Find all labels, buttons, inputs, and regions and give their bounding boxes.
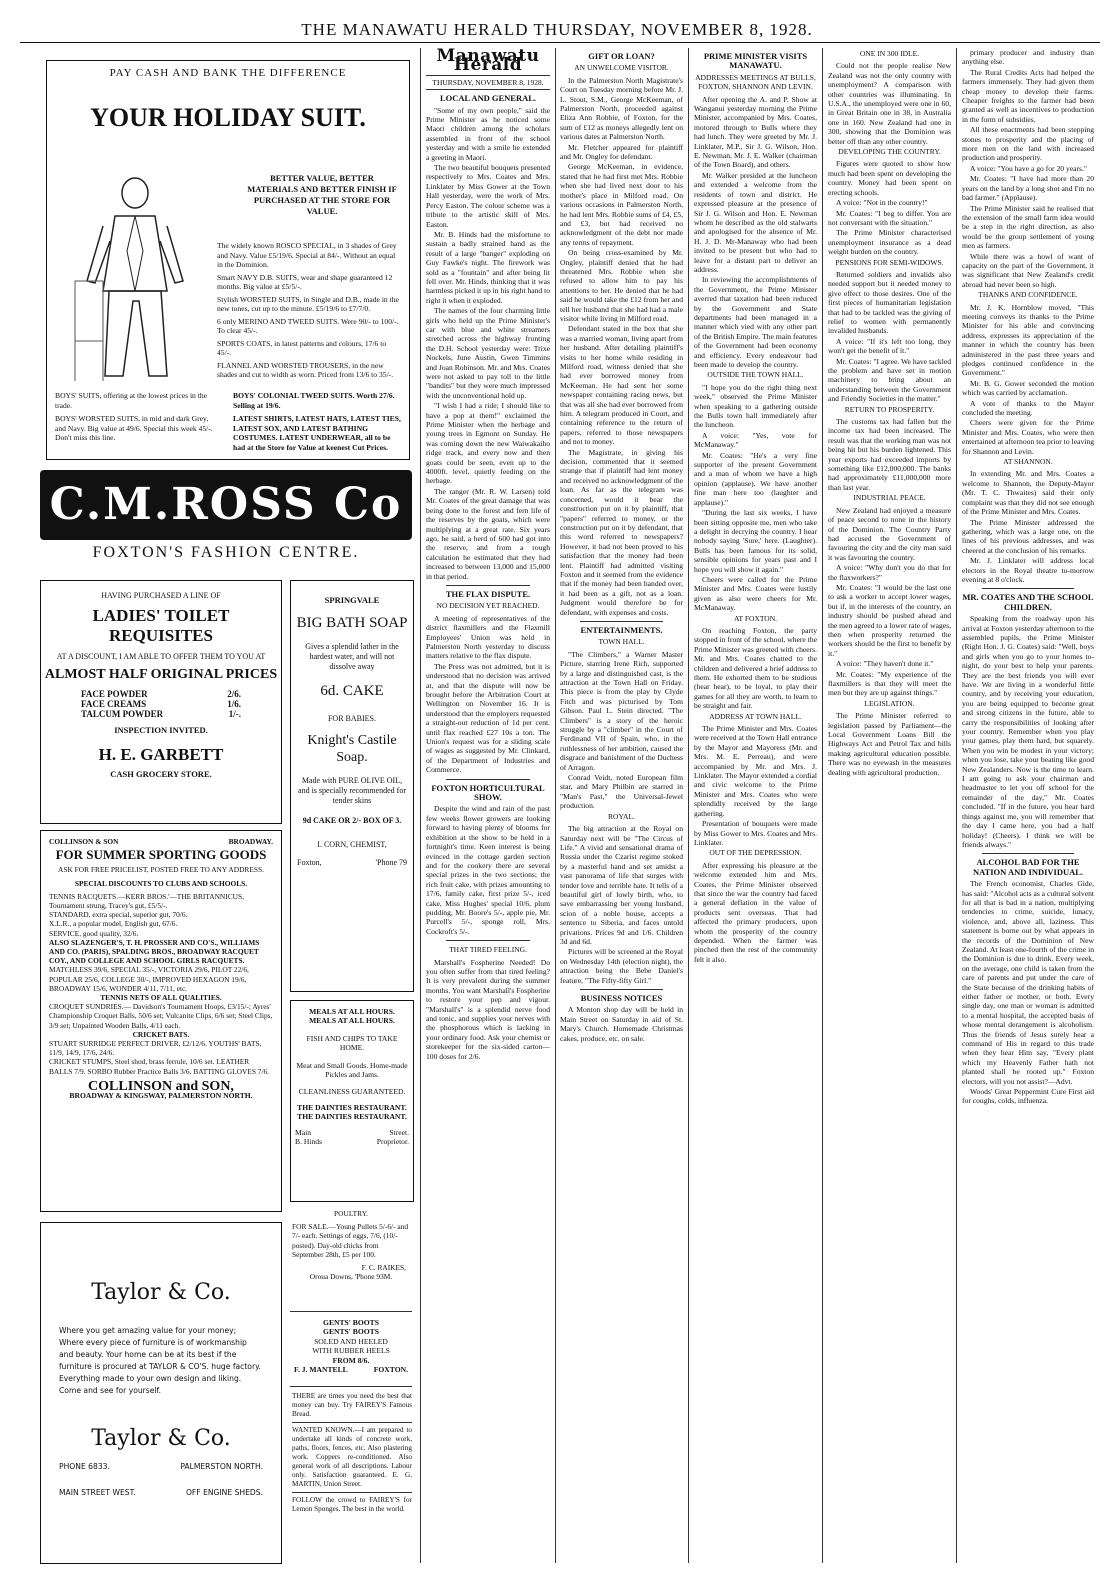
boots-footer — [294, 1365, 408, 1374]
paragraph: "I hope you do the right thing next week," observed the Prime Minister when speaking to a gathering outside the Bulls town hall immediately after the luncheon. — [694, 382, 817, 430]
paragraph: While there was a howl of want of capacity on the part of the Government, it was significant that New Zealand's credit abroad had never been so high. — [962, 251, 1094, 289]
taylor-title: Taylor & Co. — [91, 1280, 231, 1305]
holiday-left-item: BOYS' SUITS, offering at the lowest prices in the trade. — [55, 391, 208, 410]
column-7 — [962, 48, 1094, 1563]
boots-title: GENTS' BOOTS — [323, 1318, 379, 1327]
paragraph: The Prime Minister and Mrs. Coates were received at the Town Hall entrance by the Mayor and Mayoress (Mr. and Mrs. M. E. Perreau), and were accompanied by Mr. and Mrs. J. Linklater. The Mayor extended a cordial and civic welcome to the Prime Minister and Mrs. Coates who were splendidly received by the large gathering. — [694, 724, 817, 818]
flag-title: Manawatu Herald — [436, 48, 540, 76]
collinson-discount: SPECIAL DISCOUNTS TO CLUBS AND SCHOOLS. — [74, 878, 248, 888]
subheading-town-hall: TOWN HALL. — [598, 637, 645, 647]
paragraph: The Prime Minister characterised unemployment insurance as a dead weight burden on the country. — [828, 228, 951, 257]
divider — [580, 989, 663, 990]
paragraph: Mr. B. G. Gower seconded the motion which was carried by acclamation. — [962, 378, 1094, 398]
collinson-line: CROQUET SUNDRIES.— Davidson's Tournament Hoops, £3/15/-; Ayres' Championship Croquet Balls, 50/6 set; Vulcanite Clips, 6/6 set; Steel Clips, 3/9 set; Unpainted Wooden Balls, 4/11 each. — [49, 1002, 273, 1030]
collinson-header-right: BROADWAY. — [228, 837, 273, 846]
garbett-item: FACE POWDER — [81, 689, 148, 699]
small-ad: THERE are times you need the best that money can buy. Try FAIREY'S Famous Bread. — [292, 1392, 412, 1423]
meals-title: MEALS AT ALL HOURS. — [309, 1016, 395, 1026]
paragraph: "The Climbers," a Warner Master Picture, starring Irene Rich, supported by a large and distinguished cast, is the attraction at the Town Hall on Friday. This piece is from the play by Clyde Fitch and was picturised by Tom Gibson. Paul L. Stein directed. "The Climbers" is a story of the heroic struggle by a "climber" in the Court of Ferdinand VII of Spain, who, in the ruthlessness of her ambition, caused the disgrace and banishment of the Duchess of Arragon. — [560, 649, 683, 772]
paragraph: Cheers were given for the Prime Minister and Mrs. Coates, who were then entertained at afternoon tea prior to leaving for Shannon and Levin. — [962, 418, 1094, 456]
paragraph: Returned soldiers and invalids also needed support but it needed money to give effect to those desires. One of the first pieces of humanitarian legislation that had to be tackled was the giving of relief to women with permanently invalided husbands. — [828, 269, 951, 336]
paragraph: Despite the wind and rain of the past few weeks flower growers are looking forward to having plenty of blooms for exhibition at the show to be held in a fortnight's time. Keen interest is being evinced in the cottage garden section and for the cookery there are several special prizes in the two sections; the rich fruit cake, with prizes amounting to 17/6, family cake, first prize 5/-, iced cake, Miss Hughes' special 10/6, plum pudding, Mr. Boore's 5/-, apple pie, Mr. Purcell's 5/-, sponge roll, Mrs. Cockroft's 5/-. — [426, 804, 550, 936]
subheading: RETURN TO PROSPERITY. — [844, 404, 935, 414]
meals-prop — [295, 1137, 409, 1146]
meals-ad — [290, 1000, 414, 1202]
paragraph: The customs tax had fallen but the income tax had been increased. The result was that the working man was not being hit but his burden lightened. This year exports had exceeded imports by something like £12,000,000. The banks had approximately £11,000,000 more than last year. — [828, 417, 951, 492]
subheading-royal: ROYAL. — [608, 811, 635, 821]
springvale-price2: 9d CAKE OR 2/- BOX OF 3. — [302, 816, 402, 825]
paragraph: A voice: "Why don't you do that for the flaxworkers?" — [828, 563, 951, 582]
small-ad: WANTED KNOWN.—I am prepared to undertake all kinds of concrete work, paths, floors, fences, etc. Also plastering work. Coppers re-conditioned. Also general work of all descriptions. Labour only. Satisfaction guaranteed. E. G. MARTIN, Union Street. — [292, 1426, 412, 1493]
collinson-line: TENNIS RACQUETS.—KERR BROS.'—THE BRITANNICUS, Tournament strung, Tracey's gut, £5/5/-. — [49, 891, 244, 911]
collinson-pricelist: ASK FOR FREE PRICELIST, POSTED FREE TO ANY ADDRESS. — [58, 865, 264, 875]
collinson-line: TENNIS NETS OF ALL QUALITIES. — [100, 993, 222, 1003]
springvale-desc2: Made with PURE OLIVE OIL, and is specially recommended for tender skins — [298, 776, 406, 805]
subheading: PENSIONS FOR SEMI-WIDOWS. — [835, 257, 944, 267]
holiday-right-item: BOYS' COLONIAL TWEED SUITS. Worth 27/6. Selling at 19/6. — [233, 391, 395, 410]
paragraph: The Magistrate, in giving his decision, commented that it seemed strange that if plaintiff had lent money and received no acknowledgment of the loan. As far as the telegram was concerned, would it bear the construction put on it by plaintiff, that "papers" referred to money, or the construction put on it by defendant, that this word referred to newspapers? However, it had not been proved to his satisfaction that the money had been lent. Plaintiff had admitted visiting Foxton and it seemed from the evidence that if the money had been handed over, it had been as a gift, not as a loan. Judgment would therefore be for defendant, with expenses and costs. — [560, 447, 683, 617]
paragraph: The Rural Credits Acts had helped the farmers immensely. They had given them cheap money to develop their farms. Cheaper freights to the farmer had been granted as well as incentives to production in the form of subsidies. — [962, 67, 1094, 124]
paragraph: Could not the people realise New Zealand was not the only country with unemployment? A comparison with other countries was illuminating. In U.S.A., the unemployed were one in 60, in Great Britain one in 38, in Australia one in 160. New Zealand had one in 300, showing that the Dominion was better off than any other country. — [828, 61, 951, 146]
poultry-title: POULTRY. — [334, 1209, 368, 1218]
column-3 — [426, 48, 550, 1563]
paragraph: After expressing his pleasure at the welcome extended him and Mrs. Coates, the Prime Minister observed that since the war the country had faced a general deflation in the value of products sent overseas. That had affected the primary producers, upon whom the prosperity of the country depended. When the farmer was pinched then the rest of the community felt it also. — [694, 860, 817, 964]
paragraph: On reaching Foxton, the party stopped in front of the school, where the Prime Minister was greeted with cheers. Mr. and Mrs. Coates chatted to the children and delivered a brief address to them. He exhorted them to be studious (hear hear), to be loyal, to play their games for all they are worth, to learn to be straight and fair. — [694, 625, 817, 711]
paragraph: The Prime Minister said he realised that the extension of the small farm idea would be a step in the right direction, as also would be the group settlement of young men as farmers. — [962, 203, 1094, 251]
poultry-ad — [290, 1205, 412, 1312]
ross-logo: C.M.ROSS Co — [40, 470, 412, 540]
paragraph: "I wish I had a ride; I should like to have a pop at them!" exclaimed the Prime Minister when the herbage and young trees in Egmont on Sunday. He was coming down the new Waiwakaiho ridge track, and every now and then goats could be seen, even up to the 4000ft. level, quietly feeding on the herbage. — [426, 401, 550, 486]
paragraph: The Prime Minister referred to legislation passed by Parliament—the Local Government Loans Bill the Highways Act and Petrol Tax and bills making agricultural education possible. There was no eyewash in the measures dealing with agricultural production. — [828, 711, 951, 777]
subheading: AT SHANNON. — [1003, 457, 1053, 467]
paragraph: primary producer and industry than anything else. — [962, 48, 1094, 67]
heading-flax: THE FLAX DISPUTE. — [445, 588, 531, 599]
divider — [982, 588, 1074, 589]
holiday-item: Smart NAVY D.B. SUITS, wear and shape guaranteed 12 months. Big value at £5/5/-. — [217, 272, 393, 291]
divider — [580, 621, 663, 622]
subheading: AT FOXTON. — [733, 613, 778, 623]
subheading: OUTSIDE THE TOWN HALL. — [707, 370, 804, 380]
garbett-rows — [81, 689, 241, 719]
garbett-intro: HAVING PURCHASED A LINE OF — [101, 591, 221, 600]
paragraph: In the Palmerston North Magistrate's Court on Tuesday morning before Mr. J. L. Stout, S.M., George McKeeman, of Palmerston North, proceeded against Eliza Ann Robbie, of Foxton, for the sum of £12 as moneys allegedly lent on various dates at Palmerston North. — [560, 75, 683, 142]
paragraph: Cheers were called for the Prime Minister and Mrs. Coates were lustily given as also were cheers for Mr. McManaway. — [694, 574, 817, 613]
masthead-rule — [20, 42, 1100, 43]
divider — [446, 940, 530, 941]
paragraph: Mr. Walker presided at the luncheon and extended a welcome from the residents of town and district. He expressed pleasure at the presence of Sir J. G. Wilson and Hon. E. Newman whom he described as the old stalwarts and apologised for the absence of Mr. H. J. D. Mr-Manaway who had been invited to be present but who had to leave for a distant part to deliver an address. — [694, 170, 817, 274]
holiday-banner: PAY CASH AND BANK THE DIFFERENCE — [109, 67, 347, 79]
paragraph: A voice: "You have a go for 20 years." — [970, 163, 1087, 173]
taylor-ad — [40, 1222, 282, 1564]
holiday-item: 6 only MERINO AND TWEED SUITS. Were 90/- to 100/-. To clear 45/-. — [217, 316, 399, 335]
holiday-right-bottom — [233, 391, 403, 452]
suit-illustration — [65, 171, 205, 391]
collinson-line: SERVICE, good quality, 32/6. — [49, 928, 139, 938]
garbett-offer: AT A DISCOUNT, I AM ABLE TO OFFER THEM TO YOU AT — [56, 652, 266, 661]
collinson-address: BROADWAY & KINGSWAY, PALMERSTON NORTH. — [69, 1091, 253, 1101]
holiday-item: FLANNEL AND WORSTED TROUSERS, in the new shades and cut to width as worn. Priced from 13/6 to 35/-. — [217, 360, 394, 379]
meals-street-r: Street. — [389, 1127, 409, 1137]
subheading-pm-visits: ADDRESSES MEETINGS AT BULLS, FOXTON, SHANNON AND LEVIN. — [695, 72, 816, 92]
subheading: ADDRESS AT TOWN HALL. — [709, 711, 802, 721]
collinson-line: CRICKET STUMPS, Steel shod, brass ferrule, 10/6 set. LEATHER BALLS 7/9. SORBO Rubber Practice Balls 3/6. BATTING GLOVES 7/6. — [49, 1057, 270, 1076]
meals-title: MEALS AT ALL HOURS. — [309, 1007, 395, 1016]
collinson-footer: COLLINSON and SON, — [88, 1078, 234, 1094]
holiday-item: SPORTS COATS, in latest patterns and colours, 17/6 to 45/-. — [217, 338, 387, 357]
paragraph: A voice: "They haven't done it." — [836, 659, 934, 669]
heading-business: BUSINESS NOTICES — [580, 993, 663, 1003]
garbett-ad — [40, 580, 282, 824]
paragraph: "Some of my own people," said the Prime Minister as he noticed some Maori children among the scholars assembled in front of the school yesterday and with a smile he extended a greeting in Maori. — [426, 105, 550, 162]
heading-local: LOCAL AND GENERAL. — [439, 93, 537, 104]
paragraph: Defendant stated in the box that she was a married woman, living apart from her husband. After detailing plaintiff's visits to her home while residing in Milford road, witness denied that she had ever borrowed money from McKeeman. He had sent her some newspaper containing racing news, but that was all she had ever borrowed from him. A telegram produced in Court, and containing reference to the return of papers, referred to those newspapers and not to money. — [560, 324, 683, 447]
taylor-street: MAIN STREET WEST. — [59, 1488, 136, 1497]
paragraph: In extending Mr. and Mrs. Coates a welcome to Shannon, the Deputy-Mayor (Mr. T. C. Thwaites) said their only complaint was that they did not see enough of the Prime Minister and Mrs. Coates. — [962, 469, 1094, 517]
paragraph: Speaking from the roadway upon his arrival at Foxton yesterday afternoon to the assembled pupils, the Prime Minister (Right Hon. J. G. Coates) said: "Well, boys and girls when you go to your homes to-night, do your best to help your parents. They are the best friends you will ever have. We are living in a wonderful little country, and by receiving your education, you are being equipped to become great and strong citizens in the future, able to carry the responsibilities of looking after your country. Remember when you play your games, play them hard, but squarely. When you win be modest in your victory; when you lose, take your beating like good New Zealanders. Now is the time to learn. I am going to ask your chairman and headmaster to let you off school for the remainder of the day," Mr. Coates concluded. "If in the future, you hear hard things against me, you will remember that the day I came here, you had a half holiday! (Cheers). I think we will be friends always." — [962, 614, 1094, 849]
paragraph: Mr. B. Hinds had the misfortune to sustain a badly strained hand as the result of a large "banger" exploding on Guy Fawke's night. The firework was sold as a "fountain" and after being lit fell over. Mr. Hinds, thinking that it was harmless picked it up in his right hand to right it when it exploded. — [426, 229, 550, 305]
divider — [446, 585, 530, 586]
subheading: THANKS AND CONFIDENCE. — [978, 290, 1078, 300]
paragraph: Conrad Veidt, noted European film star, and Mary Philbin are starred in "Man's Past," the Universal-Jewel production. — [560, 773, 683, 811]
meals-name: THE DAINTIES RESTAURANT. — [297, 1102, 407, 1112]
paragraph: Marshall's Fospherine Needed! Do you often suffer from that tired feeling? It is very prevalent during the summer months. You want Marshall's Fospherine to restore your pep and vigour. "Marshall's" is a splendid nerve food and tonic, and supplies your nerves with the phosphorous which is lacking in your ordinary food. Ask your chemist or storekeeper for the six-sided carton—100 doses for 2/6. — [426, 957, 550, 1061]
taylor-title-2: Taylor & Co. — [91, 1426, 231, 1451]
paragraph: The Prime Minister addressed the gathering, which was a large one, on the lines of his previous addresses, and was cheered at the conclusion of his remarks. — [962, 517, 1094, 555]
paragraph: The two beautiful bouquets presented respectively to Mrs. Coates and Mrs. Linklater by Miss Gower at the Town Hall yesterday, were the work of Mrs. Percy Easton. The colour scheme was a tribute to the artistic skill of Mrs. Easton. — [426, 163, 550, 229]
paragraph: Mr. Coates: "I would be the last one to ask a worker to accept lower wages, but if, in the interests of the country, an industry should be pushed ahead and the men agreed to a lower rate of wages, then when prosperity returned the workers should be the first to benefit by it." — [828, 582, 951, 658]
paragraph: "During the last six weeks, I have been sitting opposite me, men who take a delight in decrying the country. I hear nobody saying 'Sure,' here. (Laughter). Bulls has been famous for its solid, sensible opinions for years past and I hope you will show it again." — [694, 508, 817, 574]
springvale-ad — [290, 580, 414, 992]
garbett-price-line: ALMOST HALF ORIGINAL PRICES — [44, 667, 278, 682]
paragraph: A vote of thanks to the Mayor concluded the meeting. — [962, 398, 1094, 418]
meals-fish: FISH AND CHIPS TO TAKE HOME. — [306, 1033, 398, 1053]
subheading-flax: NO DECISION YET REACHED. — [436, 601, 540, 611]
flag-date: THURSDAY, NOVEMBER 8, 1928. — [426, 75, 550, 90]
heading-show: FOXTON HORTICULTURAL SHOW. — [431, 782, 545, 803]
paragraph: A meeting of representatives of the district flaxmillers and the Flaxmill Employees' Union was held in Palmerston North yesterday to discuss matters relative to the flax dispute. — [426, 613, 550, 661]
collinson-lines — [49, 892, 273, 1076]
holiday-suit-ad — [46, 60, 410, 460]
holiday-item: The widely known ROSCO SPECIAL, in 3 shades of Grey and Navy. Value £5/19/6. Special at 84/-. Without an equal in the Dominion. — [217, 241, 397, 269]
springvale-for: FOR BABIES. — [327, 714, 376, 723]
paragraph: Figures were quoted to show how much had been spent on developing the country. Money had been spent on erecting schools. — [828, 159, 951, 197]
holiday-left-item: BOYS' WORSTED SUITS, in mid and dark Grey, and Navy. Big value at 49/6. Special this week 45/-. Don't miss this line. — [55, 414, 213, 442]
heading-entertainments: ENTERTAINMENTS. — [580, 624, 663, 635]
paragraph: On being cross-examined by Mr. Ongley, plaintiff denied that he had threatened Mrs. Robbie when she refused to allow him to pay his attentions to her. He denied that he had said he would take the £12 from her and tell her husband that she had had a male visitor while living in Milford road. — [560, 248, 683, 323]
holiday-right-item: LATEST SHIRTS, LATEST HATS, LATEST TIES, LATEST SOX, AND LATEST BATHING COSTUMES. LATEST UNDERWEAR, all to be had at the Store for Value at keenest Cut Prices. — [233, 414, 401, 452]
column-rule — [688, 48, 689, 1563]
paragraph: A voice: "If it's left too long, they won't get the benefit of it." — [828, 336, 951, 356]
springvale-town: Foxton, — [297, 858, 322, 867]
small-ad: FOLLOW the crowd to FAIREY'S for Lemon Sponges. The best in the world. — [292, 1496, 412, 1513]
garbett-row — [81, 699, 241, 709]
springvale-title: BIG BATH SOAP — [296, 615, 408, 631]
springvale-brand: SPRINGVALE — [324, 595, 380, 605]
column-5 — [694, 48, 817, 1563]
poultry-addr: Oroua Downs, 'Phone 93M. — [309, 1272, 393, 1282]
paragraph: The big attraction at the Royal on Saturday next will be "The Circus of Life." A vivid and sensational drama of Russia under the Czarist regime stoked by a masterful hand and set amidst a vast panorama of life that surges with tender love and terrible hate. It tells of a beautiful girl of lowly birth, who, to save embarrassing her young husband, scion of a noble house, accepts a sentence to Siberia, and faces untold privations. Prices 9d and 1/6. Children 3d and 6d. — [560, 824, 683, 946]
paragraph: A voice: "Yes, vote for McManaway." — [694, 430, 817, 450]
taylor-row — [59, 1487, 263, 1499]
paragraph: Woods' Great Peppermint Cure First aid for coughs, colds, influenza. — [962, 1087, 1094, 1106]
garbett-name: H. E. GARBETT — [98, 745, 224, 764]
paragraph: George McKeeman, in evidence, stated that he had first met Mrs. Robbie when she had lived next door to his mother's place in Milford road. On various occasions in Palmerston North, he had lent Mrs. Robbie sums of £4, £5, and £3, but had received no acknowledgment of the debt nor made any terms of repayment. — [560, 162, 683, 247]
springvale-product: Knight's Castile Soap. — [307, 733, 397, 765]
paragraph: Mr. J. K. Hornblow moved, "This meeting conveys its thanks to the Prime Minister for his able and convincing address, expresses its appreciation of the manner in which the country has been administered in the past three years and pledges continued confidence in the Government." — [962, 302, 1094, 378]
garbett-invite: INSPECTION INVITED. — [114, 725, 208, 735]
subheading: INDUSTRIAL PEACE. — [853, 493, 926, 503]
paragraph: All these enactments had been stepping stones to prosperity and the placing of more men on the land with increased production and prosperity. — [962, 125, 1094, 163]
garbett-price: 2/6. — [227, 689, 241, 699]
divider — [982, 853, 1074, 854]
heading-tired: THAT TIRED FEELING. — [449, 945, 527, 955]
paragraph: Mr. Coates: "I have had more than 20 years on the land by a long shot and I'm no bad farmer." (Applause). — [962, 174, 1094, 203]
paragraph: Mr. Coates: "I agree. We have tackled the problem and have set in motion machinery to bring about an understanding between the Government and Friendly Societies in the matter." — [828, 356, 951, 404]
boots-town: FOXTON. — [373, 1365, 408, 1375]
collinson-line: X.L.R., a popular model, English gut, 67/6. — [49, 919, 178, 929]
column-rule — [420, 48, 421, 1563]
collinson-line: STUART SURRIDGE PERFECT DRIVER, £2/12/6. YOUTHS' BATS, 11/9, 14/9, 17/6, 24/6. — [49, 1039, 262, 1058]
meals-street — [295, 1128, 409, 1137]
heading-alcohol: ALCOHOL BAD FOR THE NATION AND INDIVIDUAL. — [972, 857, 1084, 877]
ross-ad — [40, 470, 412, 570]
column-rule — [555, 48, 556, 1563]
meals-prop-l: B. Hinds — [295, 1137, 323, 1147]
springvale-desc: Gives a splendid lather in the hardest water, and will not dissolve away — [305, 642, 399, 671]
garbett-title: LADIES' TOILET REQUISITES — [92, 606, 230, 645]
paragraph: Mr. Coates: "I beg to differ. You are not conversant with the situation." — [828, 208, 951, 227]
garbett-item: FACE CREAMS — [81, 699, 147, 709]
subheading-gift: AN UNWELCOME VISITOR. — [574, 63, 669, 73]
collinson-line: STANDARD, extra special, superior gut, 70/6. — [49, 910, 188, 920]
small-ads — [292, 1392, 412, 1514]
collinson-header-left: COLLINSON & SON — [49, 837, 119, 846]
holiday-item: Stylish WORSTED SUITS, in Single and D.B., made in the new tones, cut up to the minute. £5/19/6 to £7/7/0. — [217, 294, 399, 313]
paragraph: Mr. Coates: "My experience of the flaxmillers is that they will meet the men but they are up against things." — [828, 669, 951, 698]
collinson-line: ALSO SLAZENGER'S, T. H. PROSSER AND CO'S., WILLIAMS AND CO. (PARIS), SPALDING BROS., BROADWAY RACQUET COY., AND COLLEGE AND SCHOOL GIRLS RACQUETS. — [49, 937, 260, 966]
taylor-opp: OFF ENGINE SHEDS. — [185, 1488, 263, 1497]
collinson-line: CRICKET BATS. — [132, 1029, 190, 1039]
holiday-title: YOUR HOLIDAY SUIT. — [90, 103, 366, 132]
garbett-price: 1/6. — [227, 699, 241, 709]
garbett-store: CASH GROCERY STORE. — [110, 769, 212, 779]
meals-street-l: Main — [295, 1127, 312, 1137]
heading-gift: GIFT OR LOAN? — [588, 51, 655, 61]
garbett-row — [81, 709, 241, 719]
springvale-footer — [297, 858, 407, 868]
boots-line: SOLED AND HEELED — [314, 1336, 388, 1346]
collinson-ad — [40, 830, 282, 1212]
springvale-price: 6d. CAKE — [320, 683, 384, 699]
poultry-name: F. C. RAIKES, — [361, 1263, 406, 1273]
poultry-text: FOR SALE.—Young Pullets 5/-6/- and 7/- each. Settings of eggs, 7/6, (10/- posted). Day-old chicks from September 28th, £5 per 100. — [292, 1222, 409, 1259]
paragraph: The French economist, Charles Gide, has said: "Alcohol acts as a cultural solvent for all that is bad in a nation, multiplying tendencies to crime, suicide, lunacy, violence, and, above all, laziness. This statement is borne out by what appears in the records of the Dominion of New Zealand. At least one-fourth of the crime in the Dominion is due to drink. Every week, on the average, one child is taken from the care of parents and put under the care of the State because of the drinking habits of either father or mother, or both. Every single day, one man or woman is admitted to a mental hospital, the accepted basis of whose mental derangement is alcoholism. Thus the friends of Jesus surely hear a command of His in regard to this trade when they hear Him say, "Every plant which my Heavenly Father hath not planted shall be rooted up." Foxton electors, will you not assist?—Advt. — [962, 879, 1094, 1086]
paragraph: The ranger (Mr. R. W. Larsen) told Mr. Coates of the great damage that was being done to the forest and fern life of the reserves by the goats, which were multiplying at a great rate. Six years ago, he said, a herd of 600 had got into the reserve, and from a rough calculation he estimated that they had increased to between 13,000 and 15,000 in that period. — [426, 486, 550, 581]
boots-line: WITH RUBBER HEELS — [312, 1346, 390, 1356]
paragraph: Mr. Fletcher appeared for plaintiff and Mr. Ongley for defendant. — [560, 142, 683, 162]
springvale-chemist: I. CORN, CHEMIST, — [317, 840, 387, 849]
paragraph: In reviewing the accomplishments of the Government, the Prime Minister averred that taxation had been reduced by the Government and State departments had been managed in a manner which vied with any other part of the British Empire. The main features of the Government had been economy and efficiency. Every endeavour had been made to develop the country. — [694, 275, 817, 369]
paragraph: A Monton shop day will be held in Main Street on Saturday in aid of St. Mary's Church. Homemade Christmas cakes, produce, etc. on sale. — [560, 1005, 683, 1043]
collinson-line: MATCHLESS 39/6, SPECIAL 35/-, VICTORIA 29/6, PILOT 22/6, POPULAR 25/6, COLLEGE 30/-, IMPROVED HEXAGON 19/6, BROADWAY 15/6, WONDER 4/11, 7/11, etc. — [49, 965, 249, 993]
masthead: THE MANAWATU HERALD THURSDAY, NOVEMBER 8, 1928. — [301, 20, 813, 39]
taylor-town: PALMERSTON NORTH. — [180, 1462, 263, 1471]
subheading: OUT OF THE DEPRESSION. — [709, 848, 802, 858]
holiday-tagline: BETTER VALUE, BETTER MATERIALS AND BETTER FINISH IF PURCHASED AT THE STORE FOR VALUE. — [247, 173, 397, 216]
springvale-phone: 'Phone 79 — [375, 858, 407, 867]
column-4 — [560, 48, 683, 1563]
paragraph: The names of the four charming little girls who held up the Prime Minister's car with blue and white streamers stretched across the highway fronting the D.H. School yesterday were: Trixe Nockels, June Austin, Gwen Timmins and Joan Robinson. Mr. and Mrs. Coates were not asked to pay toll to the little "bandits" but they were much impressed with the unconventional hold up. — [426, 306, 550, 400]
subheading: ONE IN 300 IDLE. — [859, 49, 920, 58]
boots-line: FROM 8/6. — [332, 1355, 370, 1365]
collinson-title: FOR SUMMER SPORTING GOODS — [55, 847, 267, 863]
boots-ad — [290, 1316, 412, 1387]
heading-school-children: MR. COATES AND THE SCHOOL CHILDREN. — [962, 592, 1094, 612]
paragraph: Pictures will be screened at the Royal on Wednesday 14th (election night), the attraction being the Bebe Daniel's feature, "The Fifty-fifty Girl." — [560, 947, 683, 985]
meals-pies: Meat and Small Goods. Home-made Pickles and Jams. — [296, 1060, 408, 1080]
boots-name: F. J. MANTELL — [294, 1365, 348, 1375]
meals-clean: CLEANLINESS GUARANTEED. — [298, 1087, 406, 1097]
paragraph: Mr. Coates: "He's a very fine supporter of the present Government and a man of whom we have a high opinion (applause). We have another fine man here too (laughter and applause)." — [694, 450, 817, 507]
meals-prop-r: Proprietor. — [376, 1137, 409, 1147]
paragraph: After opening the A. and P. Show at Wanganui yesterday morning the Prime Minister, accompanied by Mrs. Coates, motored through to Bulls where they had lunch. They were greeted by Mr. J. Linklater, M.P., Sir J. G. Wilson, Hon. E. Newman, Mr. J. E. Walker (chairman of the Town Board), and others. — [694, 94, 817, 170]
holiday-items — [217, 241, 402, 380]
boots-title: GENTS' BOOTS — [323, 1327, 379, 1337]
collinson-header — [49, 837, 273, 846]
column-rule — [822, 48, 823, 1563]
taylor-row — [59, 1461, 263, 1473]
paragraph: A voice: "Not in the country!" — [836, 198, 928, 208]
column-rule — [956, 48, 957, 1563]
taylor-text: Where you get amazing value for your money; Where every piece of furniture is of workmanship and beauty. Your home can be at its best if the furniture is procured at TAYLOR & CO'S. huge factory. Everything made to your own design and liking. Come and see for yourself. — [59, 1326, 261, 1395]
subheading: LEGISLATION. — [864, 698, 915, 708]
paragraph: The Press was not admitted, but it is understood that no decision was arrived at, and that the dispute will now be brought before the Arbitration Court at Wellington on November 16. It is understood that the employers requested a straight-out reduction of 1d per cent. until flax reached £27 10s a ton. The Union's request was for a sliding scale of wages as suggested by Mr. Clinkard, of the Department of Industries and Commerce. — [426, 661, 550, 775]
paragraph: New Zealand had enjoyed a measure of peace second to none in the history of the Dominion. The Country Party had accused the Government of favouring the city and the city man said it was favouring the country. — [828, 505, 951, 562]
ross-subtitle: FOXTON'S FASHION CENTRE. — [92, 544, 360, 561]
heading-pm-visits: PRIME MINISTER VISITS MANAWATU. — [703, 51, 808, 71]
garbett-item: TALCUM POWDER — [81, 709, 164, 719]
meals-name: THE DAINTIES RESTAURANT. — [297, 1112, 407, 1122]
garbett-row — [81, 689, 241, 699]
subheading: DEVELOPING THE COUNTRY. — [838, 147, 941, 157]
column-6 — [828, 48, 951, 1563]
holiday-left-bottom — [55, 391, 215, 443]
taylor-phone: PHONE 6833. — [59, 1462, 110, 1471]
garbett-price: 1/-. — [228, 709, 241, 719]
paragraph: Mr. J. Linklater will address local electors in the Royal theatre to-morrow evening at 8 o'clock. — [962, 556, 1094, 584]
paragraph: Presentation of bouquets were made by Miss Gower to Mrs. Coates and Mrs. Linklater. — [694, 819, 817, 847]
divider — [446, 779, 530, 780]
